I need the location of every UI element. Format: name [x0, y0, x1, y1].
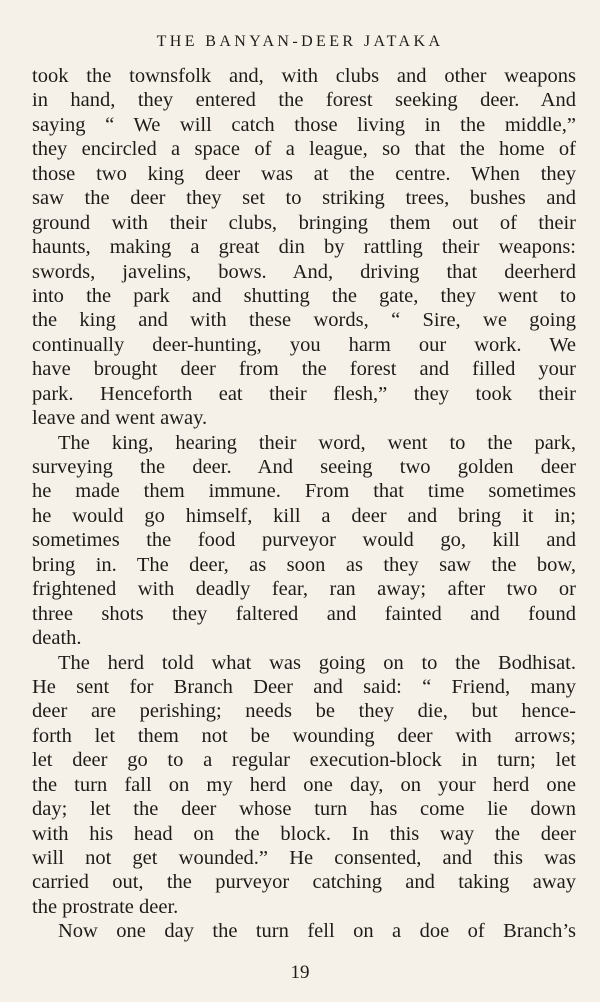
text-line: continually deer-hunting, you harm our work. We [32, 333, 576, 356]
text-line: frightened with deadly fear, ran away; after two or [32, 578, 576, 601]
text-line: into the park and shutting the gate, they went to [32, 284, 576, 307]
text-line: swords, javelins, bows. And, driving that deerherd [32, 260, 576, 283]
text-line: the king and with these words, “ Sire, we going [32, 309, 576, 332]
text-line: took the townsfolk and, with clubs and other weapons [32, 65, 576, 87]
text-line: death. [32, 627, 82, 650]
paragraph-3 [32, 651, 576, 920]
paragraph-2 [32, 431, 576, 651]
text-line: leave and went away. [32, 407, 208, 430]
text-line: deer are perishing; needs be they die, but hence- [32, 700, 576, 723]
text-line: let deer go to a regular execution-block in turn; let [32, 749, 576, 772]
text-line: ground with their clubs, bringing them out of their [32, 211, 576, 234]
text-line: he would go himself, kill a deer and bring it in; [32, 504, 576, 527]
text-line: those two king deer was at the centre. When they [32, 162, 576, 185]
text-line: bring in. The deer, as soon as they saw the bow, [32, 553, 576, 576]
text-line: The herd told what was going on to the Bodhisat. [58, 651, 576, 674]
text-line: Now one day the turn fell on a doe of Branch’s [58, 920, 576, 943]
text-line: in hand, they entered the forest seeking deer. And [32, 89, 576, 112]
text-line: three shots they faltered and fainted and found [32, 602, 576, 625]
text-line: saying “ We will catch those living in the middle,” [32, 113, 576, 136]
text-line: park. Henceforth eat their flesh,” they took their [32, 382, 576, 405]
text-line: saw the deer they set to striking trees, bushes and [32, 187, 576, 210]
text-line: haunts, making a great din by rattling their weapons: [32, 236, 576, 259]
running-head: THE BANYAN-DEER JATAKA [156, 33, 444, 50]
text-line: forth let them not be wounding deer with arrows; [32, 724, 576, 747]
text-line: carried out, the purveyor catching and taking away [32, 871, 576, 894]
text-line: will not get wounded.” He consented, and this was [32, 847, 576, 869]
text-line: He sent for Branch Deer and said: “ Friend, many [32, 675, 576, 698]
text-line: have brought deer from the forest and filled your [32, 358, 576, 381]
page-number: 19 [290, 962, 310, 983]
text-line: he made them immune. From that time sometimes [32, 480, 576, 503]
text-line: the prostrate deer. [32, 895, 179, 918]
text-line: the turn fall on my herd one day, on your herd one [32, 773, 576, 796]
paragraph-4 [32, 919, 576, 943]
text-line: sometimes the food purveyor would go, kill and [32, 529, 576, 552]
paragraph-1 [32, 64, 576, 431]
text-line: day; let the deer whose turn has come lie down [32, 798, 576, 821]
text-line: The king, hearing their word, went to the park, [58, 431, 576, 454]
body-text [32, 64, 576, 944]
text-line: they encircled a space of a league, so that the home of [32, 138, 576, 161]
text-line: surveying the deer. And seeing two golden deer [32, 456, 576, 478]
text-line: with his head on the block. In this way the deer [32, 822, 576, 845]
